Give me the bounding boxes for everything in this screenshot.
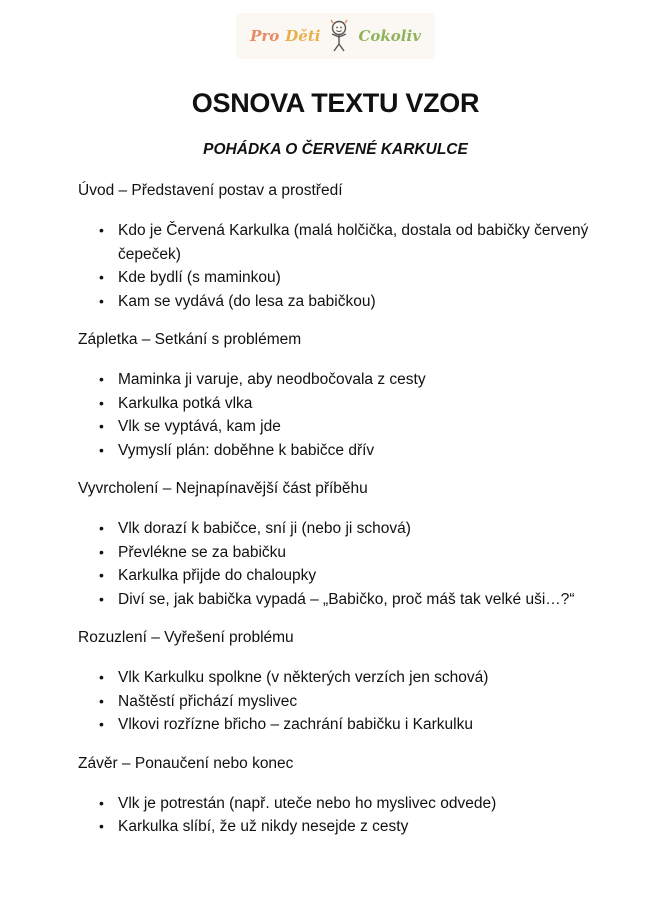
section-heading: Zápletka – Setkání s problémem	[78, 331, 302, 348]
bullet-icon: •	[99, 520, 104, 536]
list-item: • Vlk Karkulku spolkne (v některých verzích jen schová)	[118, 666, 638, 690]
bullet-icon: •	[99, 292, 104, 309]
section-heading: Rozuzlení – Vyřešení problému	[78, 629, 294, 646]
bullet-icon: •	[99, 818, 104, 834]
list-item: • Karkulka slíbí, že už nikdy nesejde z cesty	[118, 815, 638, 839]
page-title: OSNOVA TEXTU VZOR	[191, 88, 480, 118]
list-item: • Kam se vydává (do lesa za babičkou)	[118, 290, 638, 314]
bullet-list	[78, 517, 638, 611]
page-subtitle: POHÁDKA O ČERVENÉ KARKULCE	[203, 141, 468, 158]
bullet-icon: •	[99, 692, 104, 709]
list-item: • Naštěstí přichází myslivec	[118, 690, 638, 714]
bullet-list	[78, 368, 638, 462]
section-rozuzleni	[78, 627, 638, 737]
list-item: • Diví se, jak babička vypadá – „Babičko, proč máš tak velké uši…?“	[118, 588, 638, 612]
bullet-icon: •	[99, 269, 104, 285]
list-item: • Vlkovi rozřízne břicho – zachrání babičku i Karkulku	[118, 713, 638, 737]
bullet-icon: •	[99, 441, 104, 458]
outline-content	[78, 180, 638, 855]
bullet-icon: •	[99, 669, 104, 685]
section-heading: Vyvrcholení – Nejnapínavější část příběhu	[78, 480, 368, 497]
list-item: • Vymyslí plán: doběhne k babičce dřív	[118, 439, 638, 463]
section-vyvrcholeni	[78, 478, 638, 611]
list-item: • Převlékne se za babičku	[118, 541, 638, 565]
section-zaver	[78, 753, 638, 839]
list-item: • Vlk je potrestán (např. uteče nebo ho myslivec odvede)	[118, 792, 638, 816]
bullet-icon: •	[99, 716, 104, 732]
list-item: • Kde bydlí (s maminkou)	[118, 266, 638, 290]
section-heading: Úvod – Představení postav a prostředí	[78, 182, 343, 199]
section-heading: Závěr – Ponaučení nebo konec	[78, 754, 294, 772]
bullet-icon: •	[99, 394, 104, 411]
list-item: • Karkulka přijde do chaloupky	[118, 564, 638, 588]
list-item: • Vlk dorazí k babičce, sní ji (nebo ji schová)	[118, 517, 638, 541]
bullet-icon: •	[99, 543, 104, 560]
list-item: • Vlk se vyptává, kam jde	[118, 415, 638, 439]
bullet-list	[78, 792, 638, 839]
section-zapletka	[78, 329, 638, 462]
logo	[0, 8, 671, 64]
bullet-icon: •	[99, 590, 104, 607]
bullet-icon: •	[99, 418, 104, 434]
logo-box	[236, 13, 435, 59]
bullet-list	[78, 666, 638, 737]
list-item: • Karkulka potká vlka	[118, 392, 638, 416]
bullet-list	[78, 219, 638, 313]
child-figure-icon	[326, 19, 352, 53]
logo-text-cokoliv: Cokoliv	[358, 27, 421, 45]
list-item: • Maminka ji varuje, aby neodbočovala z cesty	[118, 368, 638, 392]
bullet-icon: •	[99, 371, 104, 387]
bullet-icon: •	[99, 567, 104, 583]
section-uvod	[78, 180, 638, 313]
logo-text-deti: Děti	[285, 27, 321, 45]
logo-text-pro: Pro	[250, 27, 280, 45]
list-item: • Kdo je Červená Karkulka (malá holčička, dostala od babičky červený čepeček)	[118, 219, 638, 266]
bullet-icon: •	[99, 222, 104, 238]
bullet-icon: •	[99, 794, 104, 811]
